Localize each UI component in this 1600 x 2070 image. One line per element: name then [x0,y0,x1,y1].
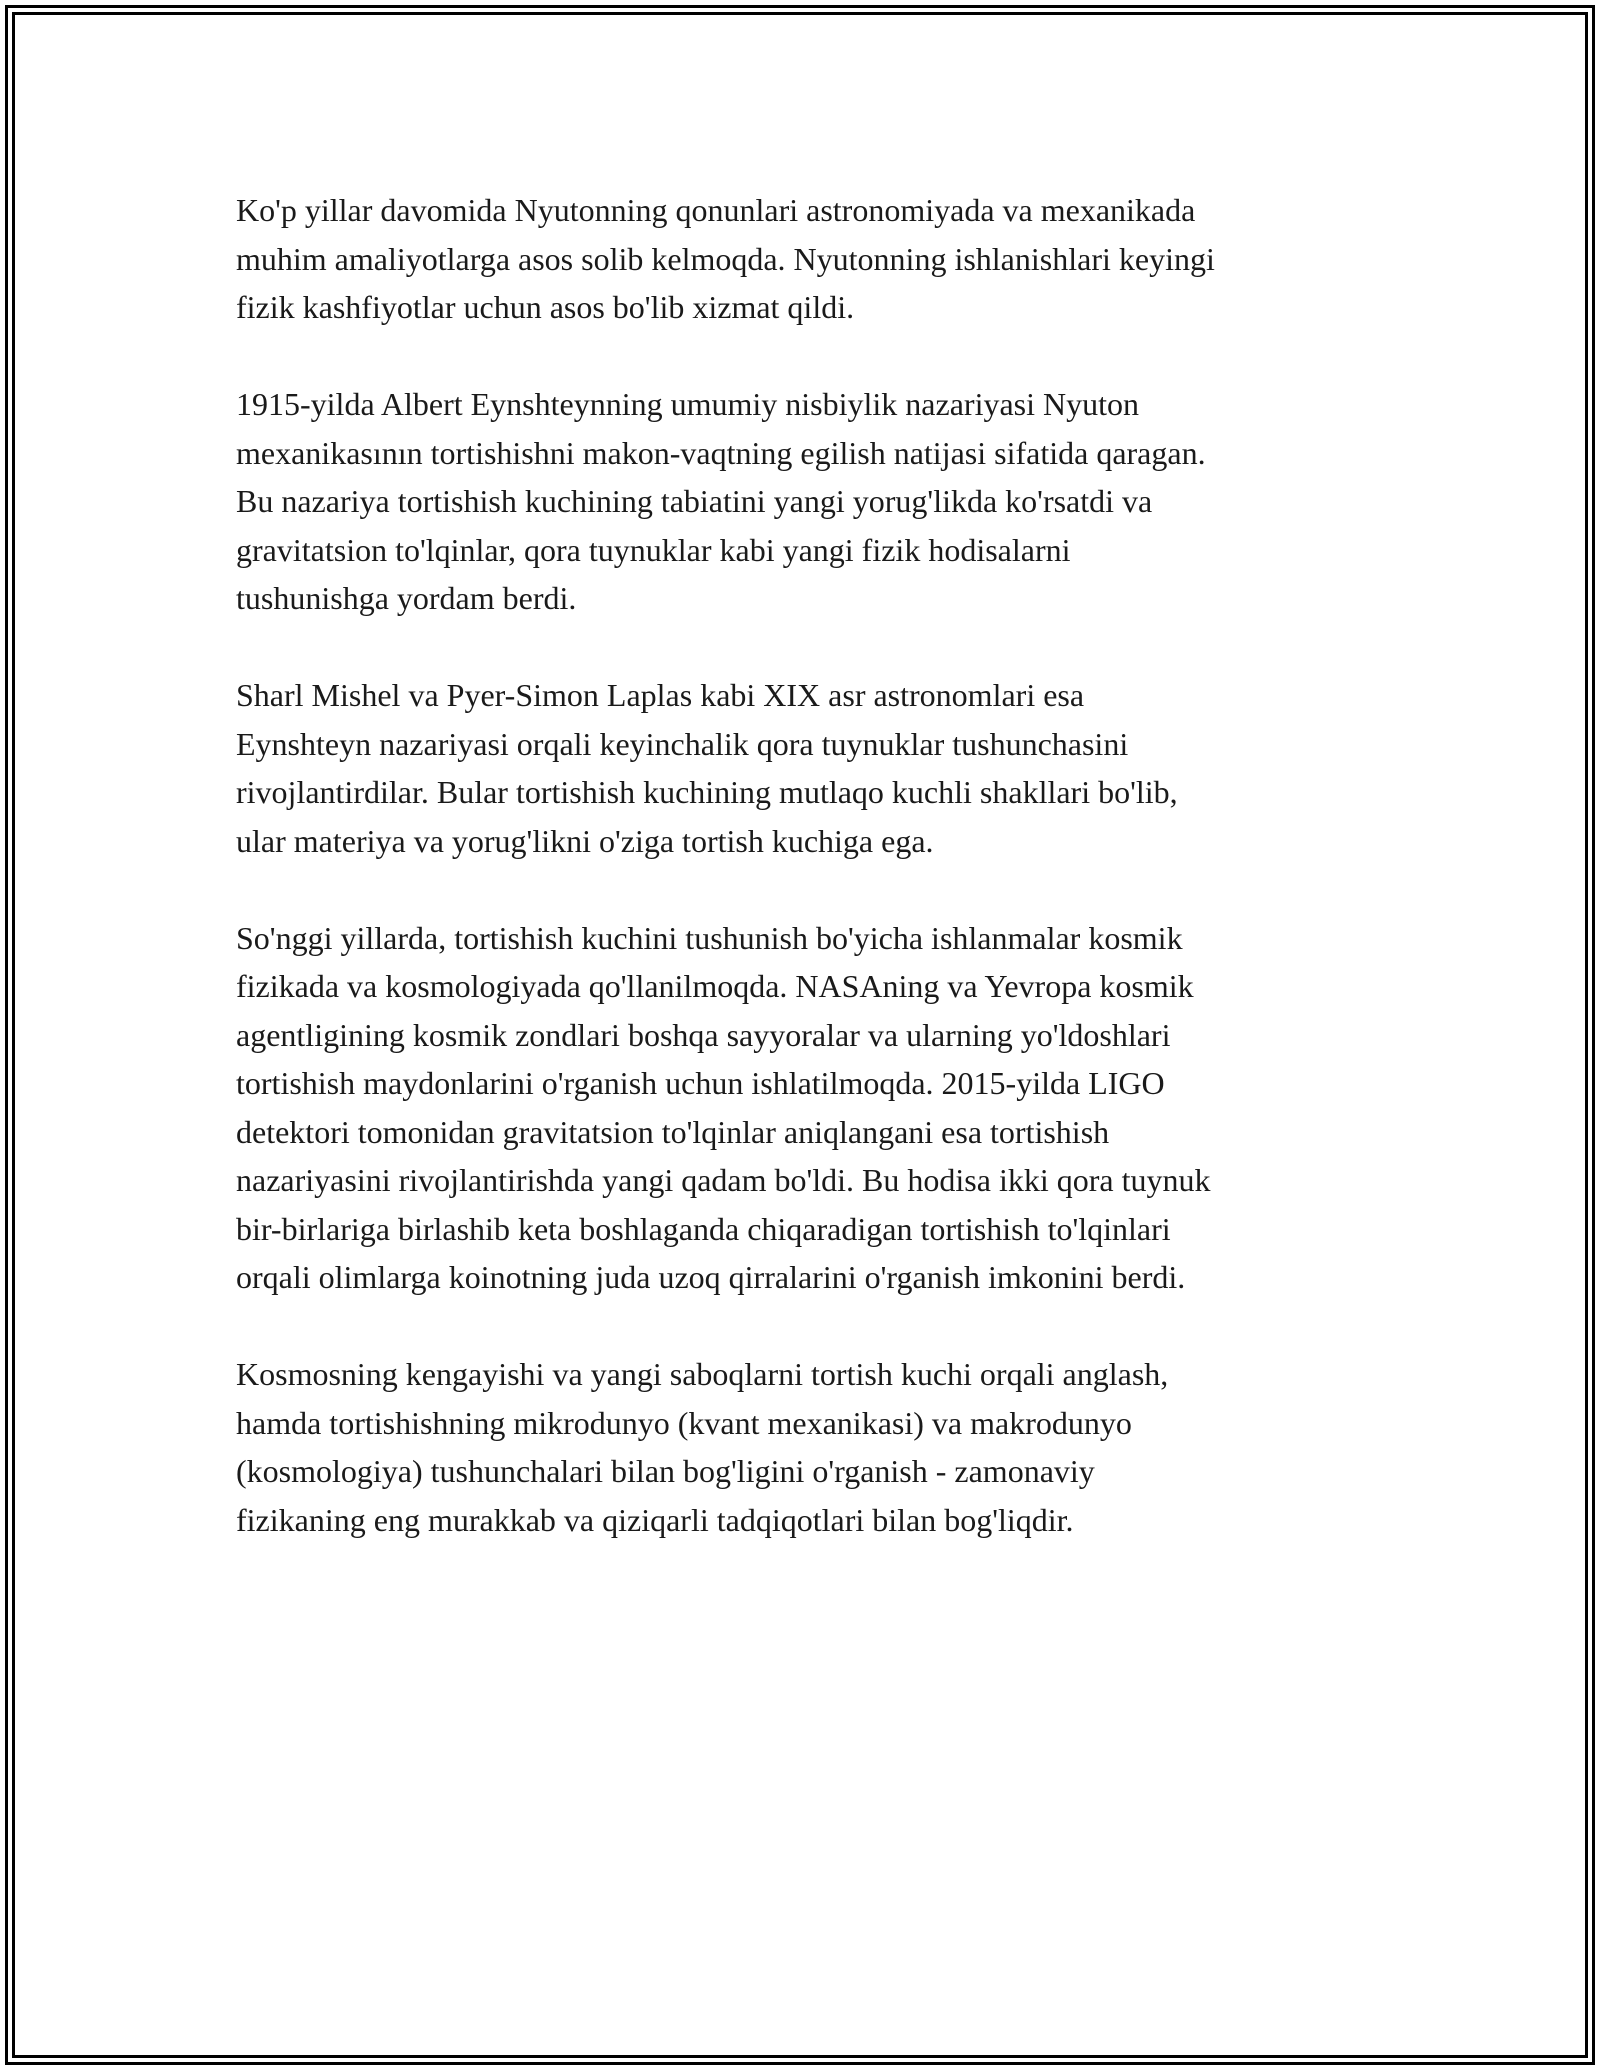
text-line: Sharl Mishel va Pyer-Simon Laplas kabi XIX asr astronomlari esa [236,677,1085,713]
text-line: Ko'p yillar davomida Nyutonning qonunlari astronomiyada va mexanikada [236,192,1196,228]
paragraph-4 [236,914,1376,1302]
text-line: fizikaning eng murakkab va qiziqarli tadqiqotlari bilan bog'liqdir. [236,1501,1074,1538]
text-line: fizik kashfiyotlar uchun asos bo'lib xizmat qildi. [236,289,855,325]
text-line: fizikada va kosmologiyada qo'llanilmoqda. NASAning va Yevropa kosmik [236,968,1194,1004]
text-line: gravitatsion to'lqinlar, qora tuynuklar kabi yangi fizik hodisalarni [236,531,1071,568]
text-line: 1915-yilda Albert Eynshteynning umumiy nisbiylik nazariyasi Nyuton [236,386,1139,422]
text-line: (kosmologiya) tushunchalari bilan bog'ligini o'rganish - zamonaviy [236,1453,1095,1489]
text-line: muhim amaliyotlarga asos solib kelmoqda. Nyutonning ishlanishlari keyingi [236,240,1215,277]
paragraph-5 [236,1350,1376,1544]
text-line: Bu nazariya tortishish kuchining tabiatini yangi yorug'likda ko'rsatdi va [236,483,1153,519]
text-line: nazariyasini rivojlantirishda yangi qadam bo'ldi. Bu hodisa ikki qora tuynuk [236,1162,1211,1198]
paragraph-1 [236,186,1376,332]
text-line: orqali olimlarga koinotning juda uzoq qirralarini o'rganish imkonini berdi. [236,1259,1186,1295]
text-line: tortishish maydonlarini o'rganish uchun ishlatilmoqda. 2015-yilda LIGO [236,1065,1165,1101]
text-line: rivojlantirdilar. Bular tortishish kuchining mutlaqo kuchli shakllari bo'lib, [236,774,1178,810]
text-line: Kosmosning kengayishi va yangi saboqlarni tortish kuchi orqali anglash, [236,1356,1169,1392]
document-body [236,186,1376,1593]
text-line: hamda tortishishning mikrodunyo (kvant mexanikasi) va makrodunyo [236,1404,1132,1441]
text-line: agentligining kosmik zondlari boshqa sayyoralar va ularning yo'ldoshlari [236,1016,1171,1053]
paragraph-3 [236,671,1376,865]
text-line: So'nggi yillarda, tortishish kuchini tushunish bo'yicha ishlanmalar kosmik [236,919,1183,956]
paragraph-2 [236,380,1376,623]
text-line: ular materiya va yorug'likni o'ziga tortish kuchiga ega. [236,822,934,859]
text-line: Eynshteyn nazariyasi orqali keyinchalik qora tuynuklar tushunchasini [236,725,1129,762]
text-line: mexanikasının tortishishni makon-vaqtning egilish natijasi sifatida qaragan. [236,434,1206,471]
text-line: bir-birlariga birlashib keta boshlaganda chiqaradigan tortishish to'lqinlari [236,1210,1171,1247]
text-line: tushunishga yordam berdi. [236,580,577,616]
text-line: detektori tomonidan gravitatsion to'lqinlar aniqlangani esa tortishish [236,1113,1110,1150]
